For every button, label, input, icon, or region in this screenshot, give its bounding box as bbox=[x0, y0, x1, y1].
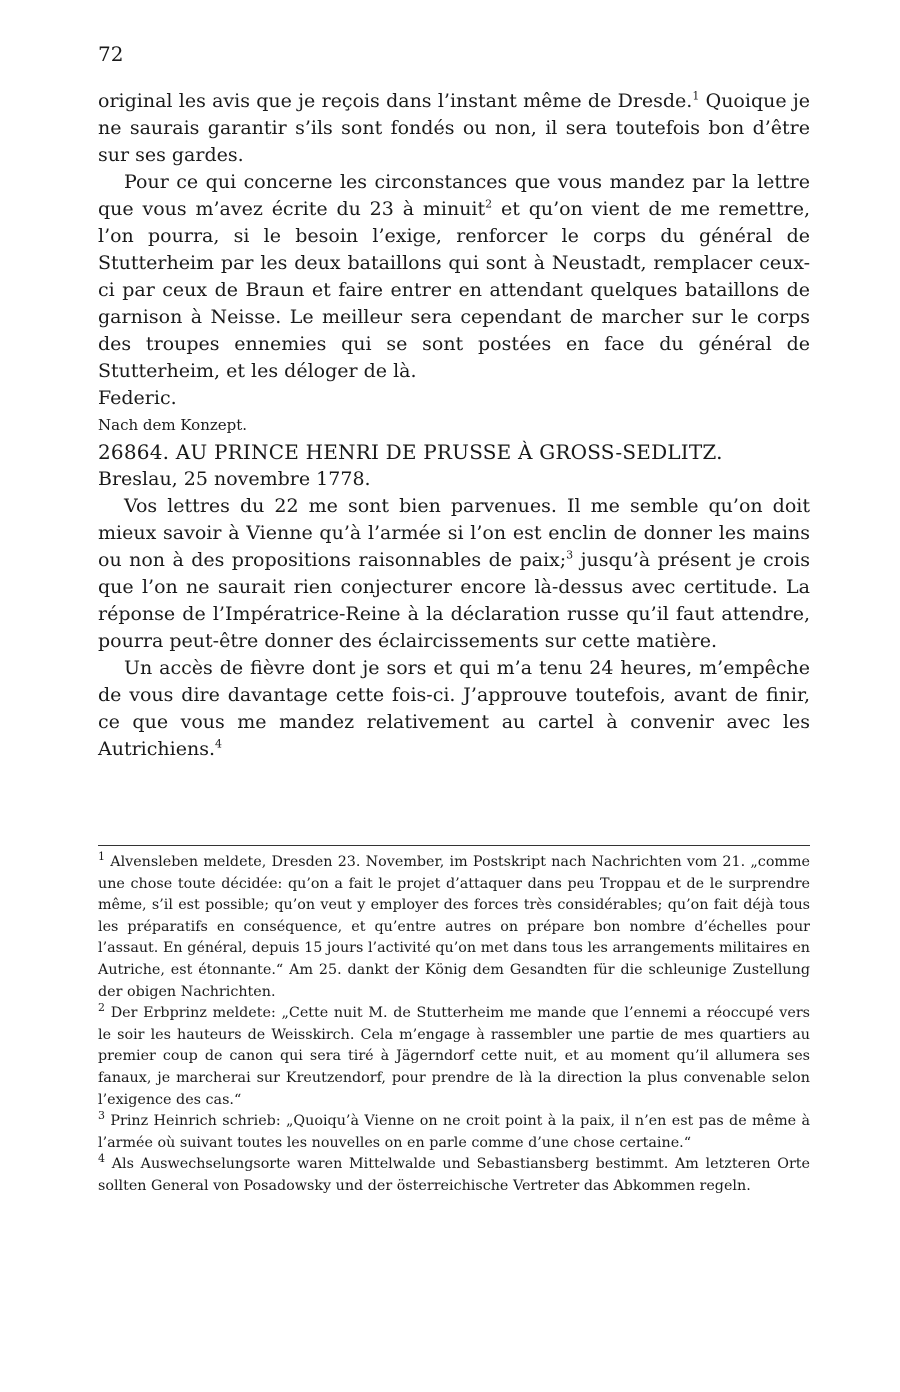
footnote: $^2$ Der Erbprinz meldete: „Cette nuit M. de Stutterheim me mande que l’ennemi a réoccupé vers le soir les hauteurs de Weisskirch. Cela m’engage à rassembler une partie de mes quartiers au premier coup de canon qui sera tiré à Jägerndorf cette nuit, et au moment qu’il allumera ses fanaux, je marcherai sur Kreutzendorf, pour prendre de là la direction la plus convenable selon l’exigence des cas.“ bbox=[98, 1001, 811, 1108]
book-page bbox=[98, 0, 810, 1392]
footnote: $^3$ Prinz Heinrich schrieb: „Quoiqu’à Vienne on ne croit point à la paix, il n’en est pas de même à l’armée où suivant toutes les nouvelles on en parle comme d’une chose certaine.“ bbox=[98, 1109, 810, 1151]
letter-heading: 26864. AU PRINCE HENRI DE PRUSSE À GROSS-SEDLITZ. bbox=[98, 440, 723, 464]
source-note: Nach dem Konzept. bbox=[98, 416, 248, 434]
paragraph: Vos lettres du 22 me sont bien parvenues. Il me semble qu’on doit mieux savoir à Vienne qu’à l’armée si l’on est enclin de donner les mains ou non à des propositions raisonnables de paix;$^3$ jusqu’à présent je crois que l’on ne saurait rien conjecturer encore là-dessus avec certitude. La réponse de l’Impératrice-Reine à la déclaration russe qu’il faut attendre, pourra peut-être donner des éclaircissements sur cette matière. bbox=[98, 495, 810, 652]
footnote-ref: 4 bbox=[214, 737, 222, 751]
dateline: Breslau, 25 novembre 1778. bbox=[98, 468, 371, 490]
footnotes bbox=[98, 845, 810, 1198]
footnote-mark: 4 bbox=[98, 1152, 105, 1166]
main-text bbox=[98, 88, 810, 763]
footnote: $^4$ Als Auswechselungsorte waren Mittelwalde und Sebastiansberg bestimmt. Am letzteren Orte sollten General von Posadowsky und der österreichische Vertreter das Abkommen regeln. bbox=[98, 1152, 810, 1194]
signature: Federic. bbox=[98, 387, 177, 409]
footnote: $^1$ Alvensleben meldete, Dresden 23. November, im Postskript nach Nachrichten vom 21. „comme une chose toute décidée: qu’on a fait le projet d’attaquer dans peu Troppau et de le surprendre même, s’il est possible; qu’on veut y employer des forces très considérables; qu’on fait déjà tous les préparatifs en conséquence, et qu’entre autres on prépare bon nombre d’échelles pour l’assaut. En général, depuis 15 jours l’activité qu’on met dans tous les arrangements militaires en Autriche, est étonnante.“ Am 25. dankt der König dem Gesandten für die schleunige Zustellung der obigen Nachrichten. bbox=[98, 850, 811, 1000]
footnote-mark: 3 bbox=[98, 1109, 105, 1123]
paragraph: original les avis que je reçois dans l’instant même de Dresde.$^1$ Quoique je ne saurais garantir s’ils sont fondés ou non, il sera toutefois bon d’être sur ses gardes. bbox=[98, 89, 810, 166]
footnote-ref: 3 bbox=[566, 548, 574, 562]
paragraph: Pour ce qui concerne les circonstances que vous mandez par la lettre que vous m’avez écrite du 23 à minuit$^2$ et qu’on vient de me remettre, l’on pourra, si le besoin l’exige, renforcer le corps du général de Stutterheim par les deux bataillons qui sont à Neustadt, remplacer ceux-ci par ceux de Braun et faire entrer en attendant quelques bataillons de garnison à Neisse. Le meilleur sera cependant de marcher sur le corps des troupes ennemies qui se sont postées en face du général de Stutterheim, et les déloger de là. bbox=[98, 171, 810, 382]
paragraph: Un accès de fièvre dont je sors et qui m’a tenu 24 heures, m’empêche de vous dire davantage cette fois-ci. J’approuve toutefois, avant de finir, ce que vous me mandez relativement au cartel à convenir avec les Autrichiens.$^4$ bbox=[98, 657, 810, 760]
footnote-mark: 1 bbox=[98, 850, 105, 864]
footnote-mark: 2 bbox=[98, 1001, 105, 1015]
page-number: 72 bbox=[98, 42, 124, 66]
footnote-ref: 2 bbox=[485, 197, 493, 211]
footnote-ref: 1 bbox=[692, 89, 700, 103]
